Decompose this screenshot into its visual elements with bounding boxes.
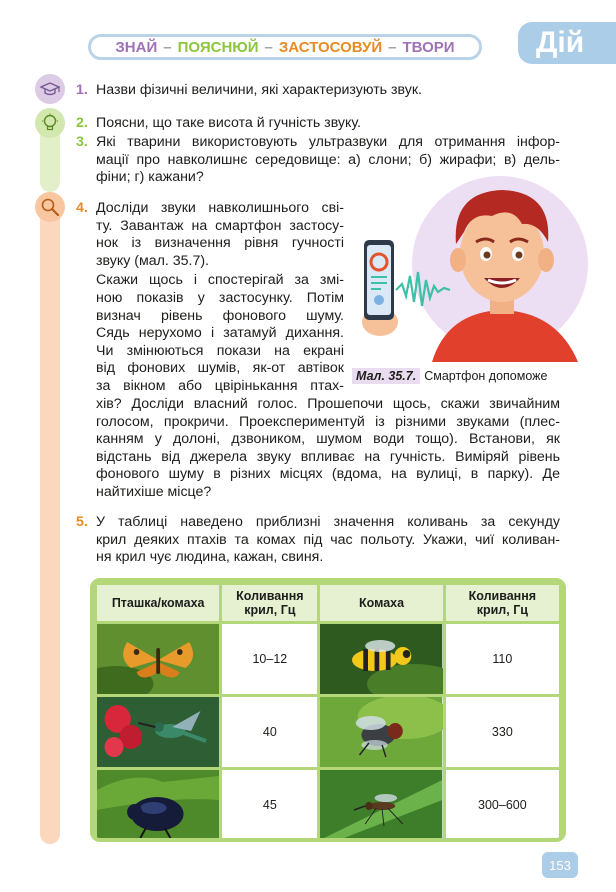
butterfly-frequency: 10–12 <box>222 624 317 694</box>
fly-photo <box>320 697 442 767</box>
q5-line: ня крил чує людина, кажан, свиня. <box>96 549 324 566</box>
wasp-frequency: 110 <box>446 624 559 694</box>
q3-line: мації про навколишнє середовище: а) слони; б) жирафи; в) дель- <box>96 151 560 168</box>
q3-line: Які тварини використовують ультразвуки для отримання інфор- <box>96 134 560 150</box>
col-header-frequency: Коливання крил, Гц <box>446 585 559 621</box>
q5-number: 5. <box>76 514 88 530</box>
q4-number: 4. <box>76 200 88 216</box>
hummingbird-frequency: 40 <box>222 697 317 767</box>
lightbulb-icon <box>35 108 65 138</box>
q4-line: Сядь нерухомо і затамуй дихання. <box>96 325 344 342</box>
q4-line: визнач рівень фонового шуму. <box>96 307 344 324</box>
q3-line: фіни; г) кажани? <box>96 169 204 186</box>
beetle-frequency: 45 <box>222 770 317 840</box>
q2-line: Поясни, що таке висота й гучність звуку. <box>96 115 361 131</box>
page-number: 153 <box>542 852 578 878</box>
q4-line: канням у долоні, дзвоником, шумом води тощо). Встанови, як <box>96 431 560 448</box>
header-dash: – <box>388 38 397 56</box>
q4-line: нок із визначення рівня гучності <box>96 235 344 252</box>
q4-line: за вікном або цвірінькання птах- <box>96 377 344 394</box>
table-row <box>97 697 559 767</box>
header-poyasnyuy: ПОЯСНЮЙ <box>177 38 259 56</box>
q1-text <box>96 82 556 100</box>
q4-line: фонового шуму в різних місцях (вдома, на вулиці, в парку). Де <box>96 466 560 483</box>
q3-number: 3. <box>76 134 88 150</box>
wasp-photo <box>320 624 442 694</box>
q4-line: хів? Досліди власний голос. Прошепочи щось, скажи звичайним <box>96 396 560 412</box>
magnifier-icon <box>35 192 65 222</box>
q4-line: відстань від джерела звуку впливає на гучність. Виміряй рівень <box>96 448 560 465</box>
table-row <box>97 624 559 694</box>
q4-line: звуку (мал. 35.7). <box>96 252 210 269</box>
col-header-frequency: Коливання крил, Гц <box>222 585 317 621</box>
header-tvory: ТВОРИ <box>402 38 455 56</box>
section-header <box>88 34 482 60</box>
header-dash: – <box>163 38 172 56</box>
header-zastosovuy: ЗАСТОСОВУЙ <box>278 38 383 56</box>
figure-caption <box>352 368 547 384</box>
q4-line: від фонових шумів, як-от автівок <box>96 360 344 377</box>
q2-number: 2. <box>76 115 88 131</box>
fly-frequency: 330 <box>446 697 559 767</box>
q1-line: Назви фізичні величини, які характеризують звук. <box>96 82 422 98</box>
q2-text <box>96 115 556 133</box>
q4-text-wide <box>96 396 560 502</box>
q5-line: У таблиці наведено приблизні значення коливань за секунду <box>96 514 560 530</box>
orange-stripe <box>40 196 60 844</box>
q4-line: Скажи щось і спостерігай за змі- <box>96 272 344 289</box>
figure-caption-text: Смартфон допоможе <box>424 369 548 383</box>
header-dash: – <box>264 38 273 56</box>
q4-line: ною показів у застосунку. Потім <box>96 289 344 306</box>
mosquito-photo <box>320 770 442 840</box>
q5-line: крил деяких птахів та комах під час польоту. Укажи, чиї коливан- <box>96 531 560 548</box>
col-header-insect: Комаха <box>320 585 442 621</box>
q4-line: голосом, прокричи. Проекспериментуй із різними звуками (плес- <box>96 413 560 430</box>
table-row <box>97 770 559 840</box>
butterfly-photo <box>97 624 219 694</box>
figure-label: Мал. 35.7. <box>352 368 420 384</box>
q4-line: Досліди звуки навколишнього сві- <box>96 200 344 216</box>
wing-frequency-table <box>90 578 566 842</box>
q4-line: Чи змінюються покази на екрані <box>96 342 344 359</box>
q1-number: 1. <box>76 82 88 98</box>
hummingbird-photo <box>97 697 219 767</box>
graduation-cap-icon <box>35 74 65 104</box>
q4-text-narrow <box>96 200 344 396</box>
col-header-bird-insect: Пташка/комаха <box>97 585 219 621</box>
mosquito-frequency: 300–600 <box>446 770 559 840</box>
header-tab: Дій <box>518 22 616 64</box>
boy-with-smartphone-illustration <box>352 172 598 362</box>
q4-line: ту. Завантаж на смартфон застосу- <box>96 217 344 234</box>
header-znay: ЗНАЙ <box>115 38 158 56</box>
q4-line: найтихіше місце? <box>96 483 212 500</box>
q5-text <box>96 514 560 567</box>
beetle-photo <box>97 770 219 840</box>
